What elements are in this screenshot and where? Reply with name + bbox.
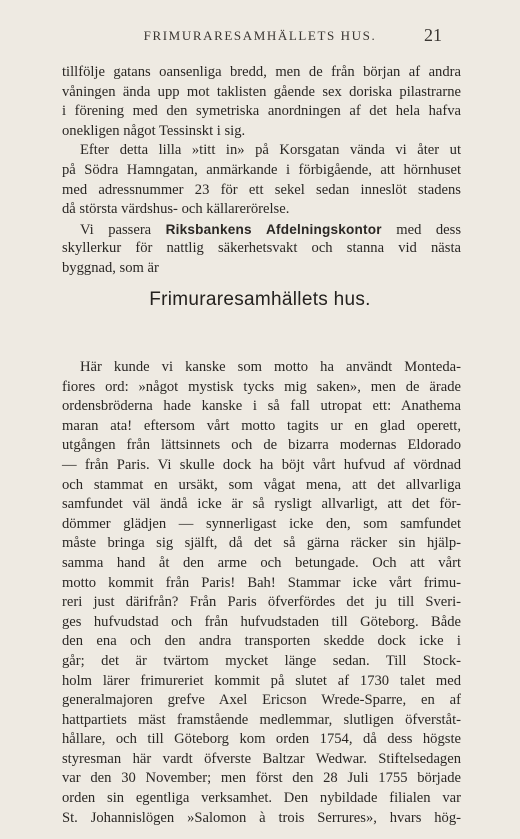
text-line: samfundet väl ändå icke är så rysligt allvarligt, att det för- — [62, 496, 461, 513]
text-line: samma hand åt den arme och betungade. Och att vårt — [62, 554, 461, 571]
text-line-with-bold — [62, 220, 461, 240]
text-line: Efter detta lilla »titt in» på Korsgatan vända vi åter ut — [80, 142, 461, 159]
text-line: onekligen något Tessinskt i sig. — [62, 122, 246, 139]
text-line: ordensbröderna hade kanske i så fall utropat ett: Anathema — [62, 398, 461, 415]
text-line: utgången från lättsinnets och de bizarra modernas Eldorado — [62, 437, 461, 454]
text-line: med adressnummer 23 för ett sekel sedan inneslöt stadens — [62, 181, 461, 198]
text-line: — från Paris. Vi skulle dock ha böjt vårt hufvud af vördnad — [62, 456, 461, 473]
text-line: då största värdshus- och källarerörelse. — [62, 201, 290, 218]
lower-text-block — [62, 358, 461, 828]
upper-text-block — [62, 63, 461, 279]
text-line: på Södra Hamngatan, anmärkande i förbigående, att hörnhuset — [62, 161, 461, 178]
text-line: ges hufvudstad och från hufvudstaden till Göteborg. Både — [62, 613, 461, 630]
text-line: i förening med den symetriska anordningen af det hela hafva — [62, 103, 461, 120]
page-number: 21 — [424, 25, 442, 45]
text-line: styresman här vardt öfverste Baltzar Wedwar. Stiftelsedagen — [62, 750, 461, 767]
text-line: tillfölje gatans oansenliga bredd, men de från början af andra — [62, 64, 461, 80]
text-line: motto kommit från Paris! Bah! Stammar icke vårt frimu- — [62, 574, 461, 591]
bank-office-name: Riksbankens Afdelningskontor — [165, 221, 382, 237]
text-line: skyllerkur för nattlig säkerhetsvakt och stanna vid nästa — [62, 240, 461, 257]
text-line: holm lärer frimureriet kommit på slutet af 1730 talet med — [62, 672, 461, 689]
text-line: dömmer glädjen — synnerligast icke den, som samfundet — [62, 515, 461, 532]
text-line: reri just därifrån? Från Paris öfverfördes det ju till Sveri- — [62, 594, 461, 611]
text-line: hattpartiets mäst framstående medlemmar, slutligen öfverståt- — [62, 711, 461, 728]
text-line: går; det är tvärtom mycket länge sedan. Till Stock- — [62, 652, 461, 669]
text-line: byggnad, som är — [62, 259, 159, 276]
text-segment: med dess — [381, 221, 462, 238]
text-line: hållare, och till Göteborg kom orden 1754, då dess högste — [62, 731, 461, 748]
text-line: den ena och den andra transporten skedde dock icke i — [62, 633, 461, 650]
text-line: och stammat en ursäkt, som vågat mena, att det allvarliga — [62, 476, 461, 493]
text-line: var den 30 November; men först den 28 Juli 1755 började — [62, 770, 461, 787]
running-title: FRIMURARESAMHÄLLETS HUS. — [143, 28, 377, 43]
text-segment: Vi passera — [80, 221, 166, 238]
text-line: generalmajoren grefve Axel Ericson Wrede-Sparre, en af — [62, 692, 461, 709]
section-heading: Frimuraresamhällets hus. — [149, 289, 371, 310]
text-line: orden sin egentliga verksamhet. Den nybildade filialen var — [62, 790, 461, 807]
text-line: våningen ända upp mot taklisten gående sex doriska pilastrarne — [62, 83, 461, 100]
text-line: fiores ord: »något mystisk tycks mig saken», men de ärade — [62, 378, 461, 395]
text-line: måste bringa sig själft, då det så gärna räcker sin hjälp- — [62, 535, 461, 552]
text-line: St. Johannislögen »Salomon à trois Serrures», hvars hög- — [62, 809, 461, 826]
text-line: maran ata! eftersom vårt motto tagits ur en glad operett, — [62, 417, 461, 434]
text-line: Här kunde vi kanske som motto ha användt Monteda- — [80, 359, 461, 375]
